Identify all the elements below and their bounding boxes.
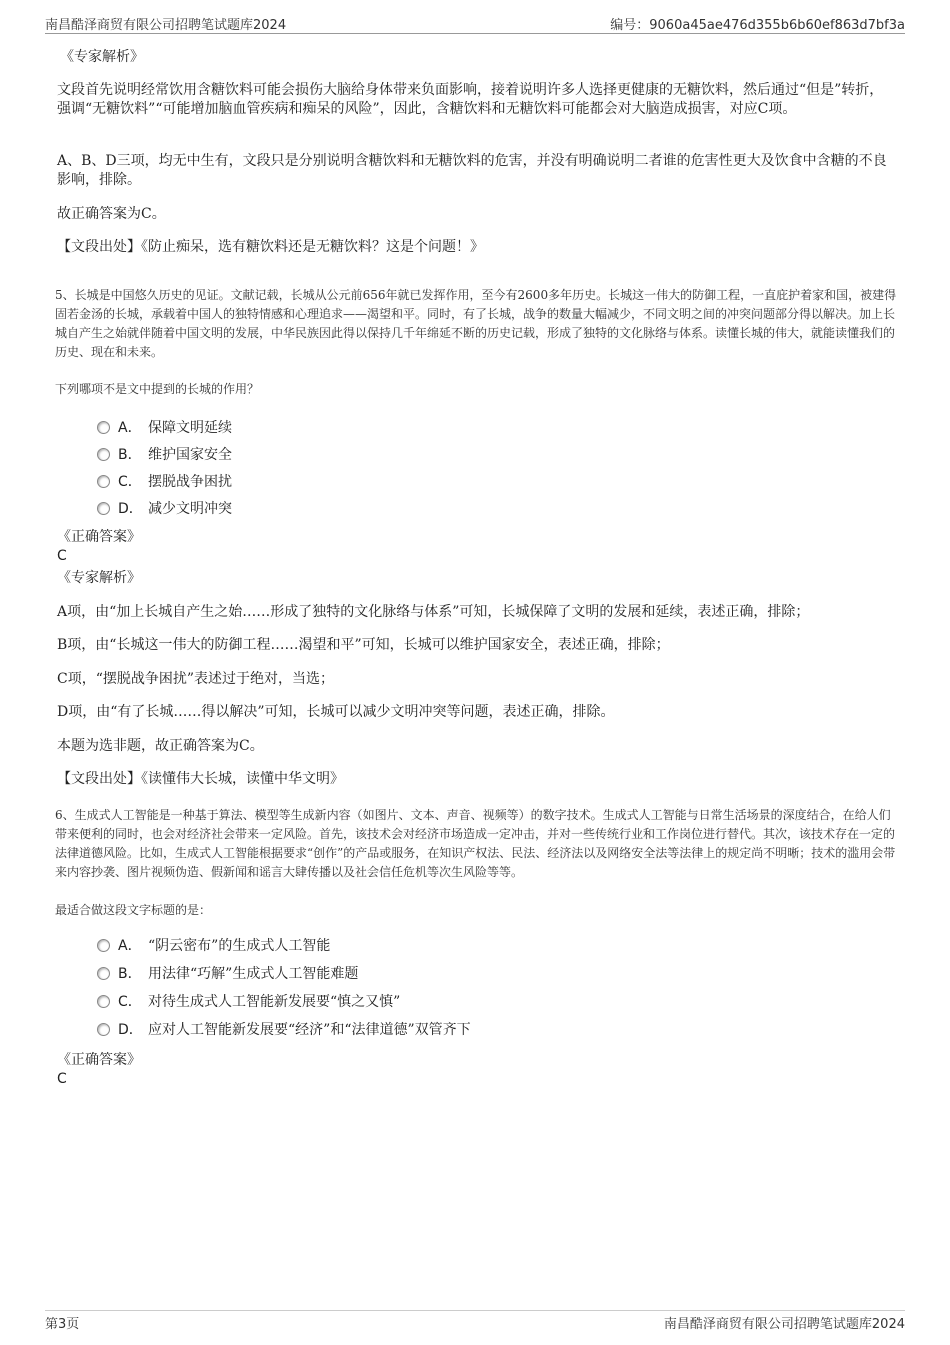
radio-icon[interactable]	[97, 1023, 110, 1036]
footer-title: 南昌酷泽商贸有限公司招聘笔试题库2024	[663, 1317, 905, 1332]
q6-option-a[interactable]	[97, 935, 330, 955]
radio-icon[interactable]	[97, 967, 110, 980]
page-number: 第3页	[45, 1317, 80, 1332]
q5-option-a[interactable]	[97, 417, 232, 437]
q5-passage: 5、长城是中国悠久历史的见证。文献记载，长城从公元前656年就已发挥作用，至今有2600多年历史。长城这一伟大的防御工程，一直庇护着家和国，被建得固若金汤的长城，承载着中国人的独特情感和心理追求——渴望和平。同时，有了长城，战争的数量大幅减少，不同文明之间的冲突问题部分得以解决。加上长城自产生之始就伴随着中国文明的发展，中华民族因此得以保持几千年绵延不断的历史记载，形成了独特的文化脉络与体系。读懂长城的伟大，就能读懂我们的历史、现在和未来。	[55, 288, 897, 359]
q6-option-d[interactable]	[97, 1019, 471, 1039]
q5-question: 下列哪项不是文中提到的长城的作用？	[55, 382, 260, 396]
option-letter: A．	[118, 420, 142, 436]
q5-option-d[interactable]	[97, 498, 232, 518]
q5-source: 【文段出处】《读懂伟大长城，读懂中华文明》	[57, 771, 344, 787]
q4-analysis-2: A、B、D三项，均无中生有，文段只是分别说明含糖饮料和无糖饮料的危害，并没有明确说明二者谁的危害性更大及饮食中含糖的不良影响，排除。	[57, 153, 887, 188]
option-letter: D．	[118, 1022, 143, 1038]
q4-analysis-1: 文段首先说明经常饮用含糖饮料可能会损伤大脑给身体带来负面影响，接着说明许多人选择更健康的无糖饮料，然后通过“但是”转折，强调“无糖饮料”“可能增加脑血管疾病和痴呆的风险”，因此，含糖饮料和无糖饮料可能都会对大脑造成损害，对应C项。	[57, 82, 884, 117]
radio-icon[interactable]	[97, 421, 110, 434]
option-text: 应对人工智能新发展要“经济”和“法律道德”双管齐下	[148, 1022, 471, 1038]
q6-option-b[interactable]	[97, 963, 358, 983]
radio-icon[interactable]	[97, 502, 110, 515]
header-title: 南昌酷泽商贸有限公司招聘笔试题库2024	[45, 18, 287, 33]
q5-expert-title: 《专家解析》	[57, 570, 141, 586]
page-header	[45, 14, 905, 32]
q5-answer: C	[57, 548, 67, 564]
q5-analysis-c: C项，“摆脱战争困扰”表述过于绝对，当选；	[57, 671, 335, 687]
radio-icon[interactable]	[97, 475, 110, 488]
option-text: 减少文明冲突	[148, 501, 232, 517]
q6-passage: 6、生成式人工智能是一种基于算法、模型等生成新内容（如图片、文本、声音、视频等）的数字技术。生成式人工智能与日常生活场景的深度结合，在给人们带来便利的同时，也会对经济社会带来一定风险。首先，该技术会对经济市场造成一定冲击，并对一些传统行业和工作岗位进行替代。其次，该技术存在一定的法律道德风险。比如，生成式人工智能根据要求“创作”的产品或服务，在知识产权法、民法、经济法以及网络安全法等法律上的规定尚不明晰；技术的滥用会带来内容抄袭、图片视频伪造、假新闻和谣言大肆传播以及社会信任危机等次生风险等等。	[55, 808, 896, 879]
radio-icon[interactable]	[97, 995, 110, 1008]
footer-divider	[45, 1310, 905, 1311]
option-text: 摆脱战争困扰	[148, 474, 232, 490]
option-text: 对待生成式人工智能新发展要“慎之又慎”	[148, 994, 401, 1010]
q6-option-c[interactable]	[97, 991, 400, 1011]
option-text: 用法律“巧解”生成式人工智能难题	[148, 966, 359, 982]
radio-icon[interactable]	[97, 939, 110, 952]
q5-option-b[interactable]	[97, 444, 232, 464]
q5-answer-title: 《正确答案》	[57, 529, 141, 545]
option-letter: C．	[118, 994, 142, 1010]
q5-analysis-b: B项，由“长城这一伟大的防御工程……渴望和平”可知，长城可以维护国家安全，表述正确，排除；	[57, 637, 670, 653]
radio-icon[interactable]	[97, 448, 110, 461]
option-letter: B．	[118, 966, 142, 982]
option-text: 维护国家安全	[148, 447, 232, 463]
q5-option-c[interactable]	[97, 471, 232, 491]
q6-question: 最适合做这段文字标题的是：	[55, 903, 212, 917]
q4-source: 【文段出处】《防止痴呆，选有糖饮料还是无糖饮料？这是个问题！》	[57, 239, 484, 255]
option-letter: A．	[118, 938, 142, 954]
q5-analysis-a: A项，由“加上长城自产生之始……形成了独特的文化脉络与体系”可知，长城保障了文明的发展和延续，表述正确，排除；	[57, 604, 810, 620]
option-letter: C．	[118, 474, 142, 490]
q6-answer-title: 《正确答案》	[57, 1052, 141, 1068]
option-text: “阴云密布”的生成式人工智能	[148, 938, 331, 954]
q5-conclusion: 本题为选非题，故正确答案为C。	[57, 738, 264, 754]
header-divider	[45, 33, 905, 34]
option-text: 保障文明延续	[148, 420, 232, 436]
option-letter: B．	[118, 447, 142, 463]
q4-analysis-3: 故正确答案为C。	[57, 206, 166, 222]
q6-answer: C	[57, 1071, 67, 1087]
q4-expert-title: 《专家解析》	[60, 49, 144, 65]
q5-analysis-d: D项，由“有了长城……得以解决”可知，长城可以减少文明冲突等问题，表述正确，排除。	[57, 704, 615, 720]
option-letter: D．	[118, 501, 143, 517]
header-doc-id: 编号：9060a45ae476d355b6b60ef863d7bf3a	[610, 18, 905, 33]
page-footer	[45, 1313, 905, 1331]
